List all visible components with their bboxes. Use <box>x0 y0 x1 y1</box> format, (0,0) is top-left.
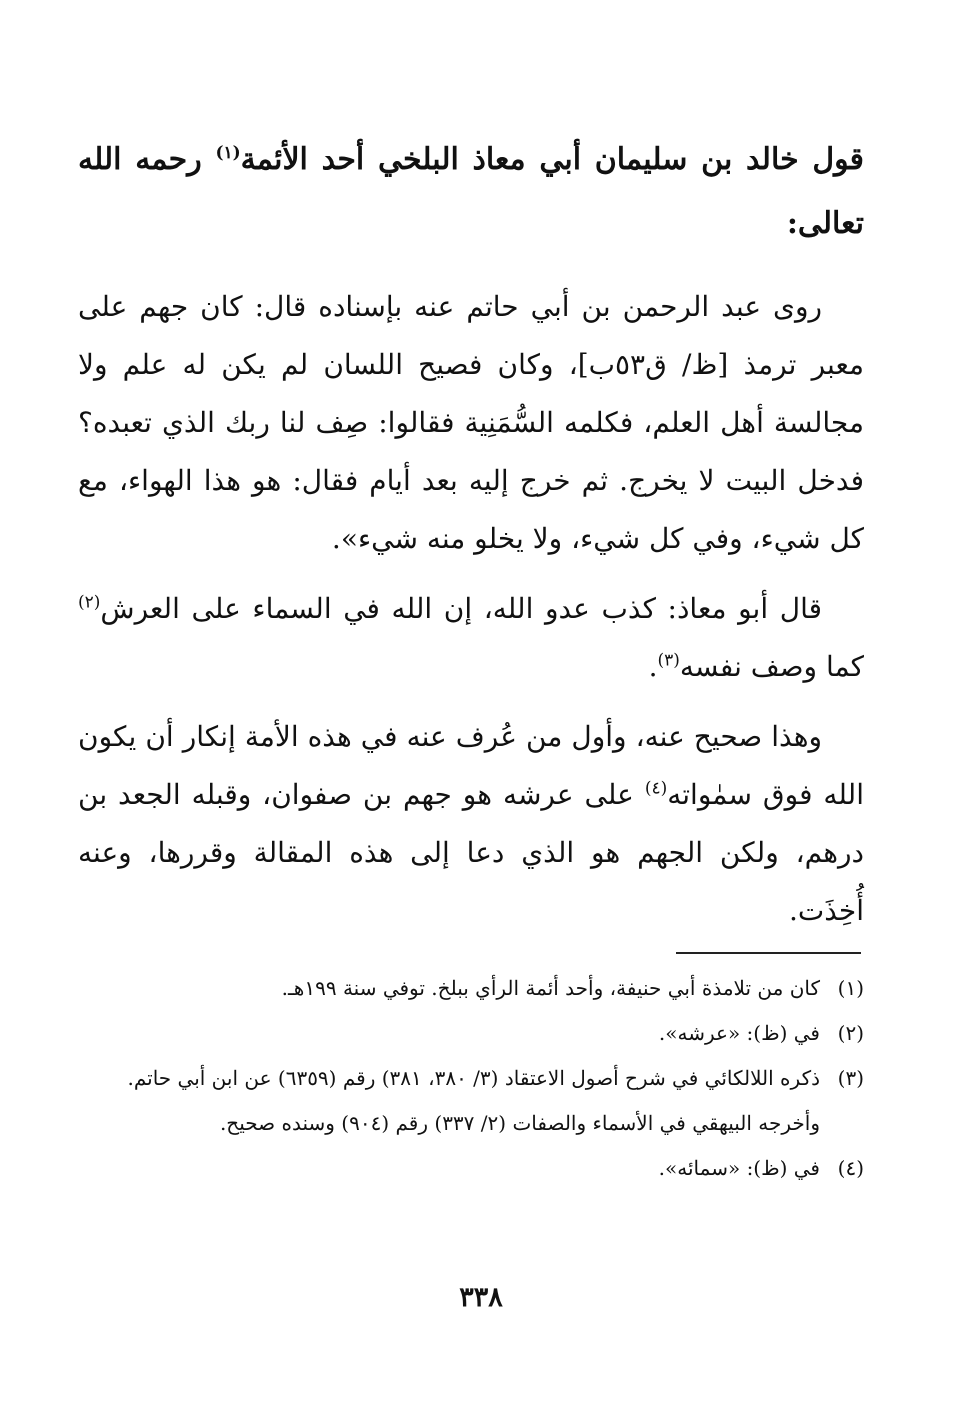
footnote-ref-3[interactable]: (٣) <box>657 650 680 671</box>
footnote-1-number: (١) <box>837 976 864 1000</box>
footnotes <box>78 966 864 1191</box>
paragraph-2 <box>78 580 864 696</box>
footnote-2 <box>78 1011 864 1056</box>
footnote-ref-2[interactable]: (٢) <box>78 592 101 613</box>
footnote-separator <box>676 952 861 954</box>
footnote-ref-4[interactable]: (٤) <box>644 778 668 799</box>
page-number: ٣٣٨ <box>459 1282 503 1313</box>
paragraph-1: روى عبد الرحمن بن أبي حاتم عنه بإسناده قال: كان جهم على معبر ترمذ [ظ/ ق٥٣ب]، وكان فصيح اللسان لم يكن له علم ولا مجالسة أهل العلم، فكلمه السُّمَنِية فقالوا: صِف لنا ربك الذي تعبده؟ فدخل البيت لا يخرج. ثم خرج إليه بعد أيام فقال: هو هذا الهواء، مع كل شيء، وفي كل شيء، ولا يخلو منه شيء». <box>78 290 864 555</box>
footnote-4-number: (٤) <box>837 1156 864 1180</box>
footnote-1 <box>78 966 864 1011</box>
footnote-4 <box>78 1146 864 1191</box>
footnote-3-continuation: وأخرجه البيهقي في الأسماء والصفات (٢/ ٣٣٧) رقم (٩٠٤) وسنده صحيح. <box>219 1111 820 1135</box>
footnote-2-number: (٢) <box>837 1021 864 1045</box>
footnote-2-text: في (ظ): «عرشه». <box>658 1021 820 1045</box>
paragraph-2-text-end: . <box>648 650 658 683</box>
paragraph-3-text-end: على عرشه هو جهم بن صفوان، وقبله الجعد بن درهم، ولكن الجهم هو الذي دعا إلى هذه المقالة وقررها، وعنه أُخِذَت. <box>78 778 864 927</box>
heading-text-end: رحمه الله تعالى: <box>78 142 864 241</box>
footnote-ref-1[interactable]: (١) <box>215 143 241 163</box>
footnote-3-text: ذكره اللالكائي في شرح أصول الاعتقاد (٣/ ٣٨٠، ٣٨١) رقم (٦٣٥٩) عن ابن أبي حاتم. <box>127 1066 820 1090</box>
section-heading <box>78 128 864 256</box>
paragraph-2-text-middle: كما وصف نفسه <box>679 650 864 683</box>
footnote-4-text: في (ظ): «سمائه». <box>658 1156 820 1180</box>
paragraph-3-text-start: وهذا صحيح عنه، وأول من عُرف عنه في هذه الأمة إنكار أن يكون الله فوق سمٰواته <box>78 720 864 811</box>
page-body <box>78 128 864 940</box>
footnote-1-text: كان من تلامذة أبي حنيفة، وأحد أئمة الرأي ببلخ. توفي سنة ١٩٩هـ. <box>281 976 820 1000</box>
heading-text: قول خالد بن سليمان أبي معاذ البلخي أحد الأئمة <box>240 142 865 177</box>
paragraph-3 <box>78 708 864 940</box>
footnote-3-number: (٣) <box>837 1066 864 1090</box>
footnote-3 <box>78 1056 864 1101</box>
paragraph-2-text-start: قال أبو معاذ: كذب عدو الله، إن الله في السماء على العرش <box>100 592 822 625</box>
